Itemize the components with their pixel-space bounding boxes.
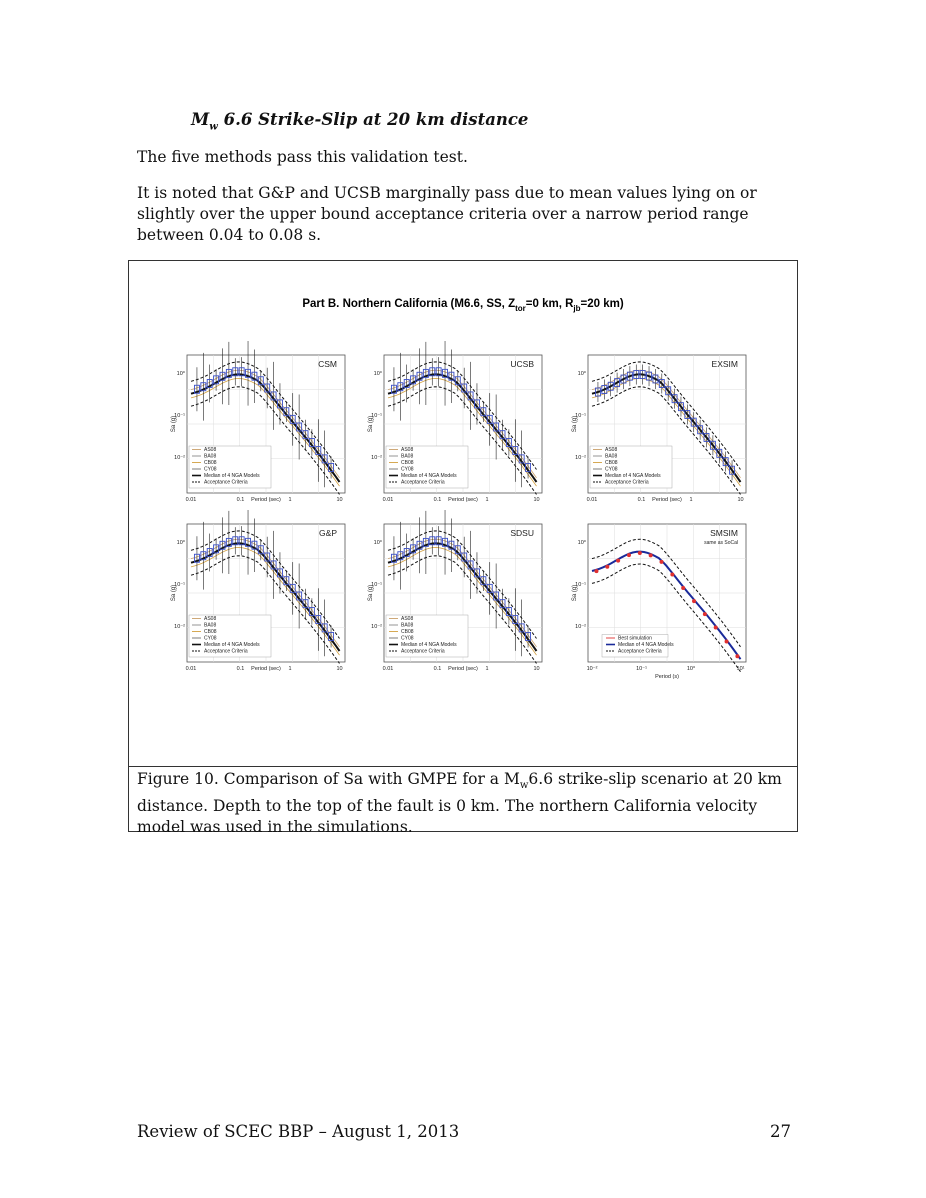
panel-smsim <box>572 524 746 680</box>
y-tick-label: 10⁻² <box>575 624 586 630</box>
legend-entry: Acceptance Criteria <box>401 479 445 486</box>
x-tick-label: 1 <box>485 666 489 672</box>
x-tick-label: 10 <box>533 497 540 503</box>
y-axis-label: Sa (g) <box>368 415 374 433</box>
x-tick-label: 10 <box>336 666 343 672</box>
x-axis-label: Period (sec) <box>448 497 478 503</box>
y-tick-label: 10⁻² <box>371 455 382 461</box>
y-axis-label: Sa (g) <box>171 415 177 433</box>
legend-entry: Median of 4 NGA Models <box>605 473 661 479</box>
panel-label: G&P <box>319 528 337 538</box>
panel-label: SMSIM <box>710 528 738 538</box>
y-axis-label: Sa (g) <box>171 584 177 602</box>
legend-entry: BA08 <box>401 453 414 460</box>
y-axis-label: Sa (g) <box>572 584 578 602</box>
legend-entry: CY08 <box>401 635 414 642</box>
x-tick-label: 0.01 <box>586 497 598 503</box>
legend-entry: BA08 <box>204 622 217 629</box>
y-tick-label: 10⁻² <box>174 455 185 461</box>
section-heading: $M_w$ 6.6 Strike-Slip at 20 km distance <box>191 110 529 133</box>
x-tick-label: 0.01 <box>382 666 394 672</box>
x-tick-label: 1 <box>288 666 292 672</box>
x-tick-label: 10¹ <box>736 666 745 672</box>
legend-entry: CB08 <box>605 460 618 466</box>
best-simulation-point <box>703 612 707 616</box>
y-tick-label: 10⁻² <box>371 624 382 630</box>
y-tick-label: 10⁰ <box>577 371 586 377</box>
best-simulation-point <box>725 639 729 643</box>
y-tick-label: 10⁻² <box>575 455 586 461</box>
best-simulation-point <box>616 559 620 563</box>
legend-entry: CB08 <box>204 629 217 635</box>
x-axis-label: Period (sec) <box>652 497 682 503</box>
best-simulation-point <box>660 560 664 564</box>
x-tick-label: 0.1 <box>236 666 245 672</box>
legend-entry: AS08 <box>401 447 414 453</box>
y-tick-label: 10⁰ <box>577 540 586 546</box>
legend-entry: Median of 4 NGA Models <box>401 642 457 648</box>
x-tick-label: 10 <box>533 666 540 672</box>
best-simulation-point <box>627 553 631 557</box>
y-tick-label: 10⁻¹ <box>575 582 586 588</box>
legend-entry: BA08 <box>204 453 217 460</box>
y-tick-label: 10⁻² <box>174 624 185 630</box>
panel-label: CSM <box>318 359 337 369</box>
y-tick-label: 10⁻¹ <box>575 413 586 419</box>
panel-exsim <box>572 355 746 503</box>
y-axis-label: Sa (g) <box>572 415 578 433</box>
page-number: 27 <box>770 1122 791 1141</box>
best-simulation-point <box>681 586 685 590</box>
x-tick-label: 10 <box>336 497 343 503</box>
figure-image <box>129 261 797 767</box>
legend-entry: Median of 4 NGA Models <box>204 642 260 648</box>
best-simulation-point <box>594 569 598 573</box>
legend-entry: BA08 <box>605 453 618 460</box>
paragraph-2: It is noted that G&P and UCSB marginally pass due to mean values lying on or slightly over the upper bound acceptance criteria over a narrow period range between 0.04 to 0.08 s. <box>137 184 757 244</box>
legend-entry: Acceptance Criteria <box>618 648 662 655</box>
legend-entry: Acceptance Criteria <box>401 648 445 655</box>
best-simulation-point <box>735 654 739 658</box>
footer-text: Review of SCEC BBP – August 1, 2013 <box>137 1122 460 1141</box>
best-simulation-point <box>714 625 718 629</box>
x-tick-label: 1 <box>288 497 292 503</box>
legend-entry: CY08 <box>204 466 217 473</box>
panel-label: EXSIM <box>711 359 738 369</box>
legend-entry: Best simulation <box>618 635 652 642</box>
best-simulation-point <box>605 565 609 569</box>
x-tick-label: 10⁻¹ <box>636 666 647 672</box>
legend-entry: CB08 <box>401 629 414 635</box>
legend-entry: Acceptance Criteria <box>204 648 248 655</box>
best-simulation-point <box>692 599 696 603</box>
legend-entry: Acceptance Criteria <box>605 479 649 486</box>
y-tick-label: 10⁻¹ <box>371 582 382 588</box>
y-tick-label: 10⁰ <box>176 371 185 377</box>
legend-entry: CB08 <box>401 460 414 466</box>
x-tick-label: 1 <box>689 497 693 503</box>
x-axis-label: Period (sec) <box>448 666 478 672</box>
legend-entry: CY08 <box>401 466 414 473</box>
legend-entry: AS08 <box>204 616 217 622</box>
best-simulation-point <box>649 553 653 557</box>
legend-entry: Median of 4 NGA Models <box>618 642 674 648</box>
y-tick-label: 10⁻¹ <box>371 413 382 419</box>
legend-entry: Median of 4 NGA Models <box>401 473 457 479</box>
legend-entry: AS08 <box>401 616 414 622</box>
legend-entry: CY08 <box>605 466 618 473</box>
best-simulation-point <box>670 573 674 577</box>
paragraph-1: The five methods pass this validation test. <box>137 148 468 166</box>
x-tick-label: 10⁰ <box>686 666 696 672</box>
legend-entry: AS08 <box>605 447 618 453</box>
figure-10 <box>128 260 798 837</box>
panel-label: UCSB <box>510 359 534 369</box>
x-tick-label: 0.1 <box>433 666 442 672</box>
x-axis-label: Period (s) <box>655 674 679 680</box>
legend-entry: CB08 <box>204 460 217 466</box>
legend-entry: Acceptance Criteria <box>204 479 248 486</box>
y-tick-label: 10⁰ <box>176 540 185 546</box>
y-tick-label: 10⁰ <box>373 540 382 546</box>
x-tick-label: 0.1 <box>433 497 442 503</box>
y-tick-label: 10⁰ <box>373 371 382 377</box>
x-tick-label: 0.01 <box>185 497 197 503</box>
best-simulation-point <box>638 551 642 555</box>
figure-title: Part B. Northern California (M6.6, SS, $Z_{tor}=0$ km, $R_{jb}=20$ km) <box>302 298 624 313</box>
panel-label: SDSU <box>510 528 534 538</box>
x-tick-label: 0.01 <box>185 666 197 672</box>
panel-csm <box>171 341 345 503</box>
figure-caption: Figure 10. Comparison of Sa with GMPE for a $M_w6.6$ strike-slip scenario at 20 km distance. Depth to the top of the fault is 0 km. The northern California velocity model was used in the simulations. <box>137 770 782 837</box>
panel-note: same as SoCal <box>704 540 738 546</box>
x-tick-label: 10 <box>737 497 744 503</box>
x-tick-label: 1 <box>485 497 489 503</box>
x-axis-label: Period (sec) <box>251 666 281 672</box>
y-tick-label: 10⁻¹ <box>174 413 185 419</box>
legend-entry: BA08 <box>401 622 414 629</box>
panel-gandp <box>171 510 345 672</box>
x-tick-label: 0.01 <box>382 497 394 503</box>
panel-sdsu <box>368 510 542 672</box>
x-tick-label: 0.1 <box>637 497 646 503</box>
x-tick-label: 10⁻² <box>586 666 598 672</box>
legend-entry: Median of 4 NGA Models <box>204 473 260 479</box>
legend-entry: CY08 <box>204 635 217 642</box>
legend-entry: AS08 <box>204 447 217 453</box>
panel-ucsb <box>368 341 542 503</box>
x-tick-label: 0.1 <box>236 497 245 503</box>
x-axis-label: Period (sec) <box>251 497 281 503</box>
y-tick-label: 10⁻¹ <box>174 582 185 588</box>
y-axis-label: Sa (g) <box>368 584 374 602</box>
